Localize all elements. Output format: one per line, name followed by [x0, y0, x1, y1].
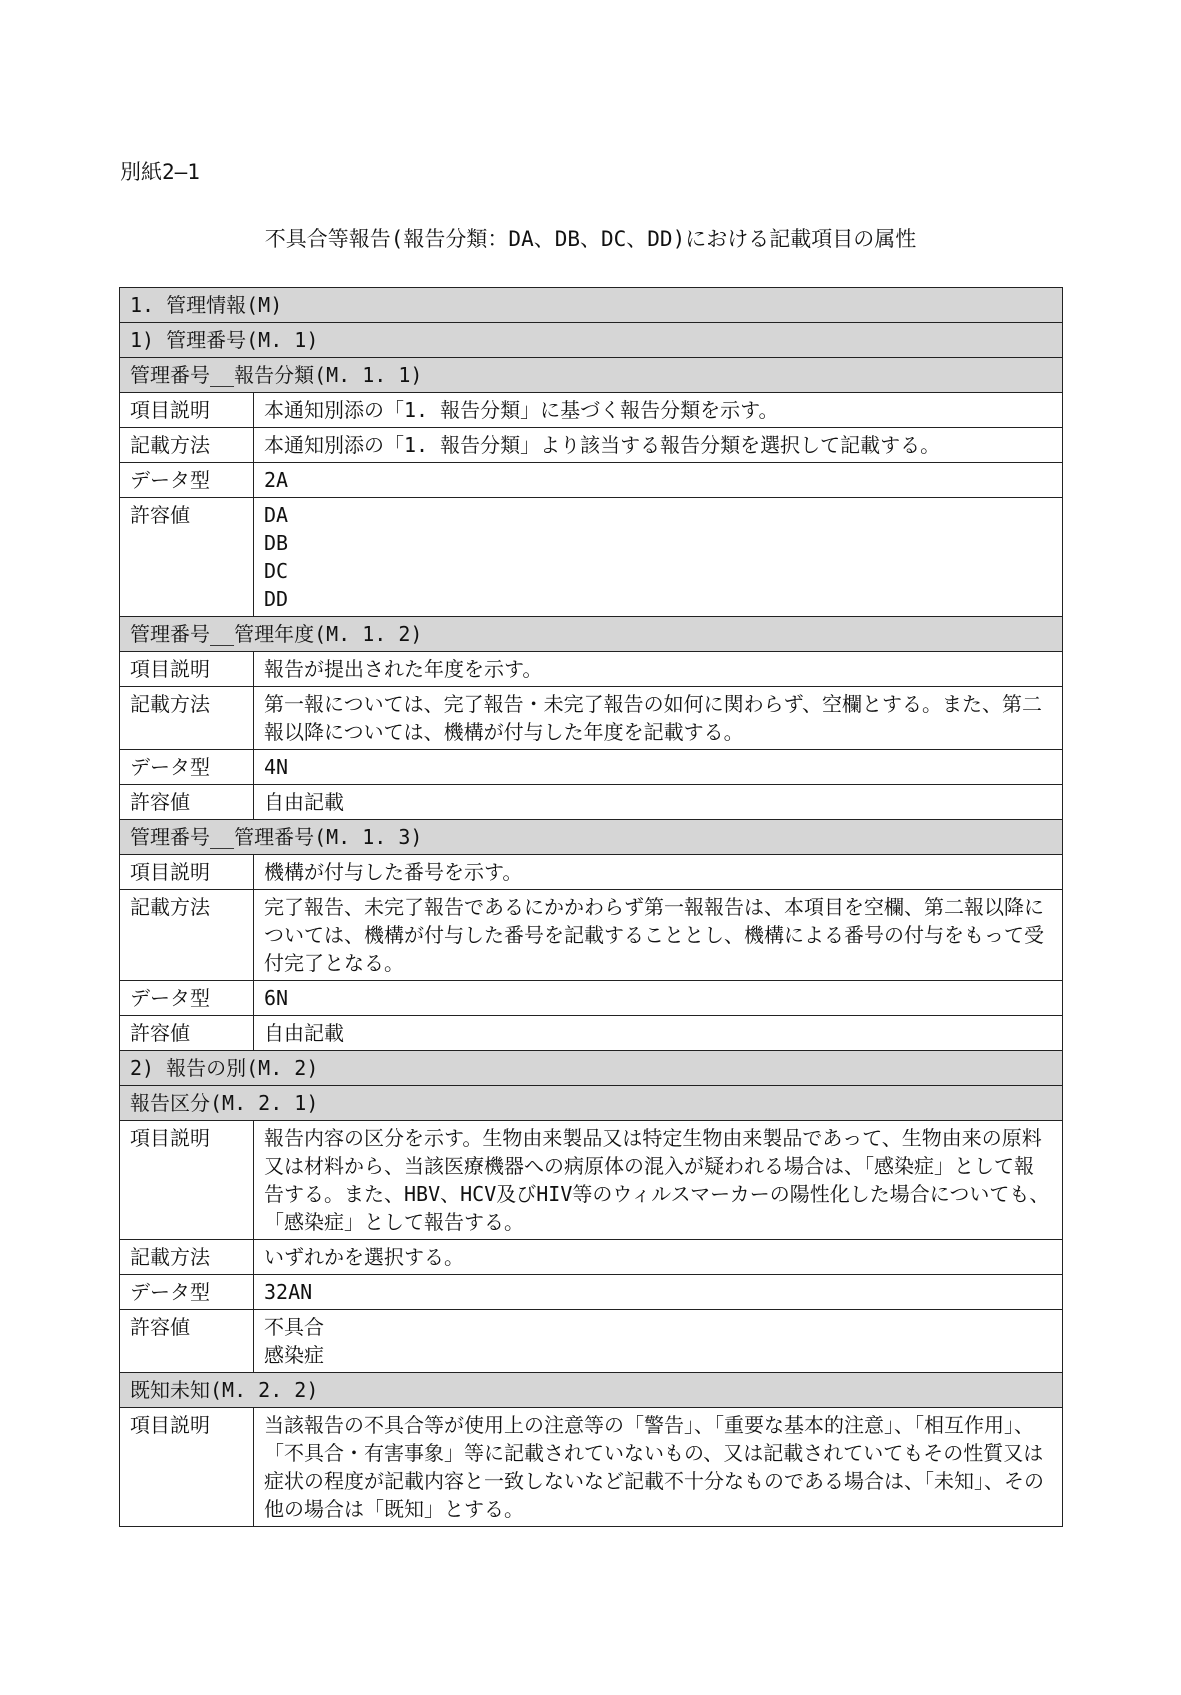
table-row: [120, 652, 1063, 687]
row-label: データ型: [120, 750, 254, 785]
row-value: いずれかを選択する。: [254, 1240, 1063, 1275]
row-value: 本通知別添の「1. 報告分類」より該当する報告分類を選択して記載する。: [254, 428, 1063, 463]
allowed-value: DB: [264, 531, 289, 555]
allowed-value: 不具合: [264, 1315, 324, 1339]
row-value: 4N: [254, 750, 1063, 785]
row-value: 当該報告の不具合等が使用上の注意等の「警告」、「重要な基本的注意」、「相互作用」、「不具合・有害事象」等に記載されていないもの、又は記載されていてもその性質又は症状の程度が記載内容と一致しないなど記載不十分なものである場合は、「未知」、その他の場合は「既知」とする。: [254, 1408, 1063, 1527]
table-row: [120, 428, 1063, 463]
section-header: [120, 288, 1063, 323]
row-label: 記載方法: [120, 428, 254, 463]
row-label: 許容値: [120, 498, 254, 617]
row-value: 本通知別添の「1. 報告分類」に基づく報告分類を示す。: [254, 393, 1063, 428]
row-label: 許容値: [120, 1016, 254, 1051]
row-label: 許容値: [120, 1310, 254, 1373]
item-title: 管理番号__管理番号(M. 1. 3): [120, 820, 1063, 855]
table-row: [120, 1240, 1063, 1275]
row-label: 項目説明: [120, 855, 254, 890]
row-value: 自由記載: [254, 785, 1063, 820]
row-label: 項目説明: [120, 652, 254, 687]
allowed-value: DD: [264, 587, 289, 611]
row-label: 項目説明: [120, 1408, 254, 1527]
item-title: 報告区分(M. 2. 1): [120, 1086, 1063, 1121]
allowed-value: DC: [264, 559, 289, 583]
table-row: [120, 981, 1063, 1016]
table-row: [120, 1121, 1063, 1240]
row-value: [254, 1310, 1063, 1373]
row-value: 2A: [254, 463, 1063, 498]
item-header: [120, 358, 1063, 393]
table-row: [120, 393, 1063, 428]
subsection-header: [120, 1051, 1063, 1086]
table-row: [120, 498, 1063, 617]
row-value: 自由記載: [254, 1016, 1063, 1051]
table-row: [120, 687, 1063, 750]
subsection-header: [120, 323, 1063, 358]
table-row: [120, 890, 1063, 981]
item-title: 既知未知(M. 2. 2): [120, 1373, 1063, 1408]
section-title: 1. 管理情報(M): [120, 288, 1063, 323]
annex-label: 別紙2―1: [120, 160, 200, 184]
row-value: 報告が提出された年度を示す。: [254, 652, 1063, 687]
subsection-title: 1) 管理番号(M. 1): [120, 323, 1063, 358]
table-row: [120, 463, 1063, 498]
row-value: 完了報告、未完了報告であるにかかわらず第一報報告は、本項目を空欄、第二報以降については、機構が付与した番号を記載することとし、機構による番号の付与をもって受付完了となる。: [254, 890, 1063, 981]
item-header: [120, 1086, 1063, 1121]
table-row: [120, 785, 1063, 820]
table-row: [120, 1310, 1063, 1373]
row-label: データ型: [120, 463, 254, 498]
subsection-title: 2) 報告の別(M. 2): [120, 1051, 1063, 1086]
row-label: 許容値: [120, 785, 254, 820]
row-value: 機構が付与した番号を示す。: [254, 855, 1063, 890]
document-title: 不具合等報告(報告分類：DA、DB、DC、DD)における記載項目の属性: [264, 227, 917, 251]
row-value: 第一報については、完了報告・未完了報告の如何に関わらず、空欄とする。また、第二報以降については、機構が付与した年度を記載する。: [254, 687, 1063, 750]
row-value: 6N: [254, 981, 1063, 1016]
row-label: 記載方法: [120, 1240, 254, 1275]
item-header: [120, 1373, 1063, 1408]
row-label: 項目説明: [120, 393, 254, 428]
table-row: [120, 750, 1063, 785]
row-value: 報告内容の区分を示す。生物由来製品又は特定生物由来製品であって、生物由来の原料又は材料から、当該医療機器への病原体の混入が疑われる場合は、「感染症」として報告する。また、HBV、HCV及びHIV等のウィルスマーカーの陽性化した場合についても、「感染症」として報告する。: [254, 1121, 1063, 1240]
row-label: データ型: [120, 981, 254, 1016]
row-value: 32AN: [254, 1275, 1063, 1310]
row-label: データ型: [120, 1275, 254, 1310]
allowed-value: 感染症: [264, 1343, 324, 1367]
table-row: [120, 1275, 1063, 1310]
row-label: 記載方法: [120, 890, 254, 981]
attribute-table: [119, 287, 1063, 1527]
allowed-value: DA: [264, 503, 289, 527]
table-row: [120, 1408, 1063, 1527]
row-value: [254, 498, 1063, 617]
item-header: [120, 820, 1063, 855]
item-title: 管理番号__管理年度(M. 1. 2): [120, 617, 1063, 652]
table-row: [120, 1016, 1063, 1051]
row-label: 記載方法: [120, 687, 254, 750]
table-row: [120, 855, 1063, 890]
item-header: [120, 617, 1063, 652]
item-title: 管理番号__報告分類(M. 1. 1): [120, 358, 1063, 393]
row-label: 項目説明: [120, 1121, 254, 1240]
